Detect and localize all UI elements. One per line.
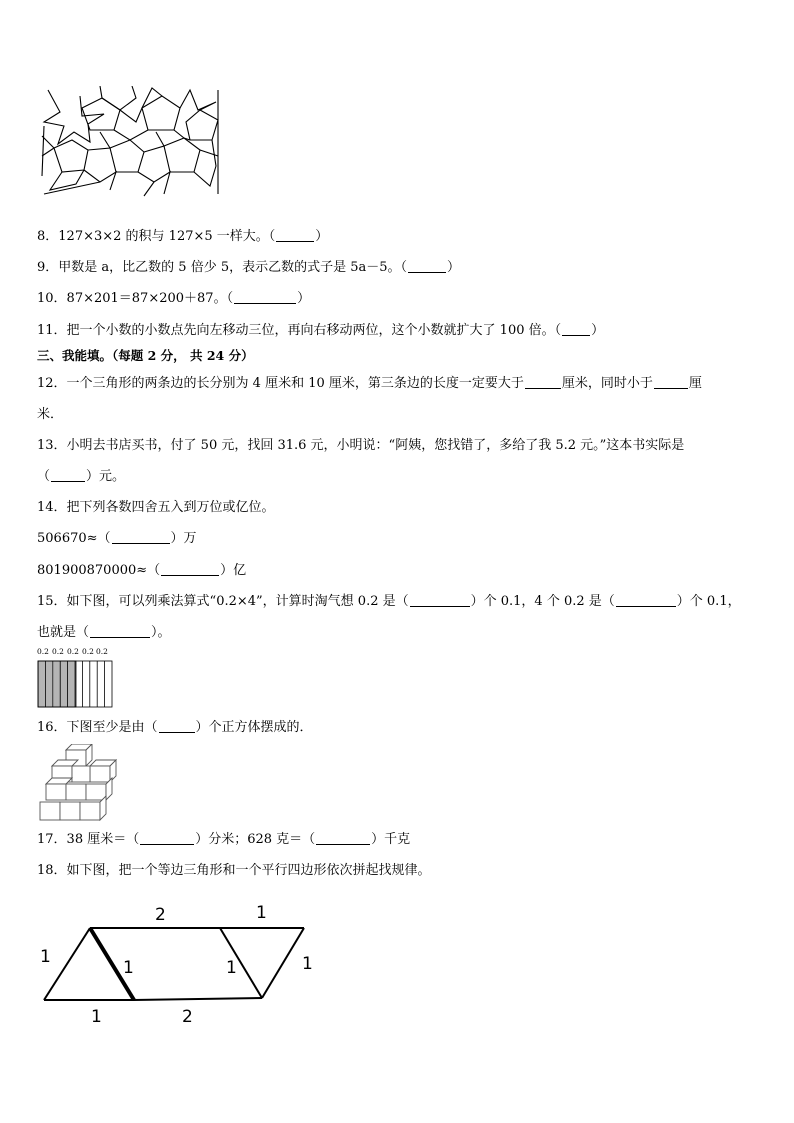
triangle-parallelogram-figure <box>34 898 334 1028</box>
question-15-cont: 也就是（ ）。 <box>37 625 171 640</box>
question-14-item-2: 801900870000≈（ ）亿 <box>37 563 247 578</box>
question-13-cont: （ ）元。 <box>37 469 126 484</box>
answer-blank[interactable] <box>276 241 314 242</box>
answer-blank[interactable] <box>410 606 470 607</box>
question-12-cont: 米． <box>37 407 64 422</box>
answer-blank[interactable] <box>90 637 150 638</box>
label-diag-2: 1 <box>226 958 237 978</box>
answer-blank[interactable] <box>562 335 590 336</box>
answer-blank[interactable] <box>51 481 85 482</box>
label-diag-1: 1 <box>123 958 134 978</box>
stacked-cubes-figure <box>38 744 122 822</box>
answer-blank[interactable] <box>408 272 446 273</box>
section-3-heading: 三、我能填。（每题 2 分， 共 24 分） <box>37 348 254 363</box>
question-12: 12．一个三角形的两条边的长分别为 4 厘米和 10 厘米，第三条边的长度一定要大于 厘米，同时小于 厘 <box>37 376 702 391</box>
answer-blank[interactable] <box>525 388 561 389</box>
answer-blank[interactable] <box>159 732 195 733</box>
answer-blank[interactable] <box>234 303 296 304</box>
label-top-left: 2 <box>155 905 166 925</box>
bar-label-5: 0.2 <box>96 647 108 656</box>
answer-blank[interactable] <box>616 606 676 607</box>
question-15: 15．如下图，可以列乘法算式“0.2×4”，计算时淘气想 0.2 是（ ）个 0.1，4 个 0.2 是（ ）个 0.1， <box>37 594 741 609</box>
question-8: 8．127×3×2 的积与 127×5 一样大。（ ） <box>37 229 329 244</box>
bar-label-4: 0.2 <box>82 647 94 656</box>
question-10: 10．87×201＝87×200＋87。（ ） <box>37 291 311 306</box>
question-16: 16．下图至少是由（ ）个正方体摆成的． <box>37 720 313 735</box>
answer-blank[interactable] <box>161 575 219 576</box>
bar-label-3: 0.2 <box>67 647 79 656</box>
question-18: 18．如下图，把一个等边三角形和一个平行四边形依次拼起找规律。 <box>37 863 431 878</box>
answer-blank[interactable] <box>316 844 370 845</box>
label-bottom-left: 1 <box>91 1007 102 1027</box>
answer-blank[interactable] <box>654 388 688 389</box>
bar-label-2: 0.2 <box>52 647 64 656</box>
question-17: 17．38 厘米＝（ ）分米；628 克＝（ ）千克 <box>37 832 411 847</box>
label-left: 1 <box>40 947 51 967</box>
label-top-right: 1 <box>256 903 267 923</box>
question-9: 9．甲数是 a，比乙数的 5 倍少 5，表示乙数的式子是 5a－5。（ ） <box>37 260 461 275</box>
question-11: 11．把一个小数的小数点先向左移动三位，再向右移动两位，这个小数就扩大了 100 倍。（ ） <box>37 323 605 338</box>
answer-blank[interactable] <box>112 543 170 544</box>
label-bottom-right: 2 <box>182 1007 193 1027</box>
label-right: 1 <box>302 954 313 974</box>
bar-label-1: 0.2 <box>37 647 49 656</box>
answer-blank[interactable] <box>140 844 194 845</box>
question-14-item-1: 506670≈（ ）万 <box>37 531 197 546</box>
question-13: 13．小明去书店买书，付了 50 元，找回 31.6 元，小明说：“阿姨，您找错了，多给了我 5.2 元。”这本书实际是 <box>37 438 685 453</box>
decimal-bar-figure <box>36 645 116 709</box>
question-14: 14．把下列各数四舍五入到万位或亿位。 <box>37 500 275 515</box>
star-pentagon-tessellation-figure <box>40 86 220 198</box>
